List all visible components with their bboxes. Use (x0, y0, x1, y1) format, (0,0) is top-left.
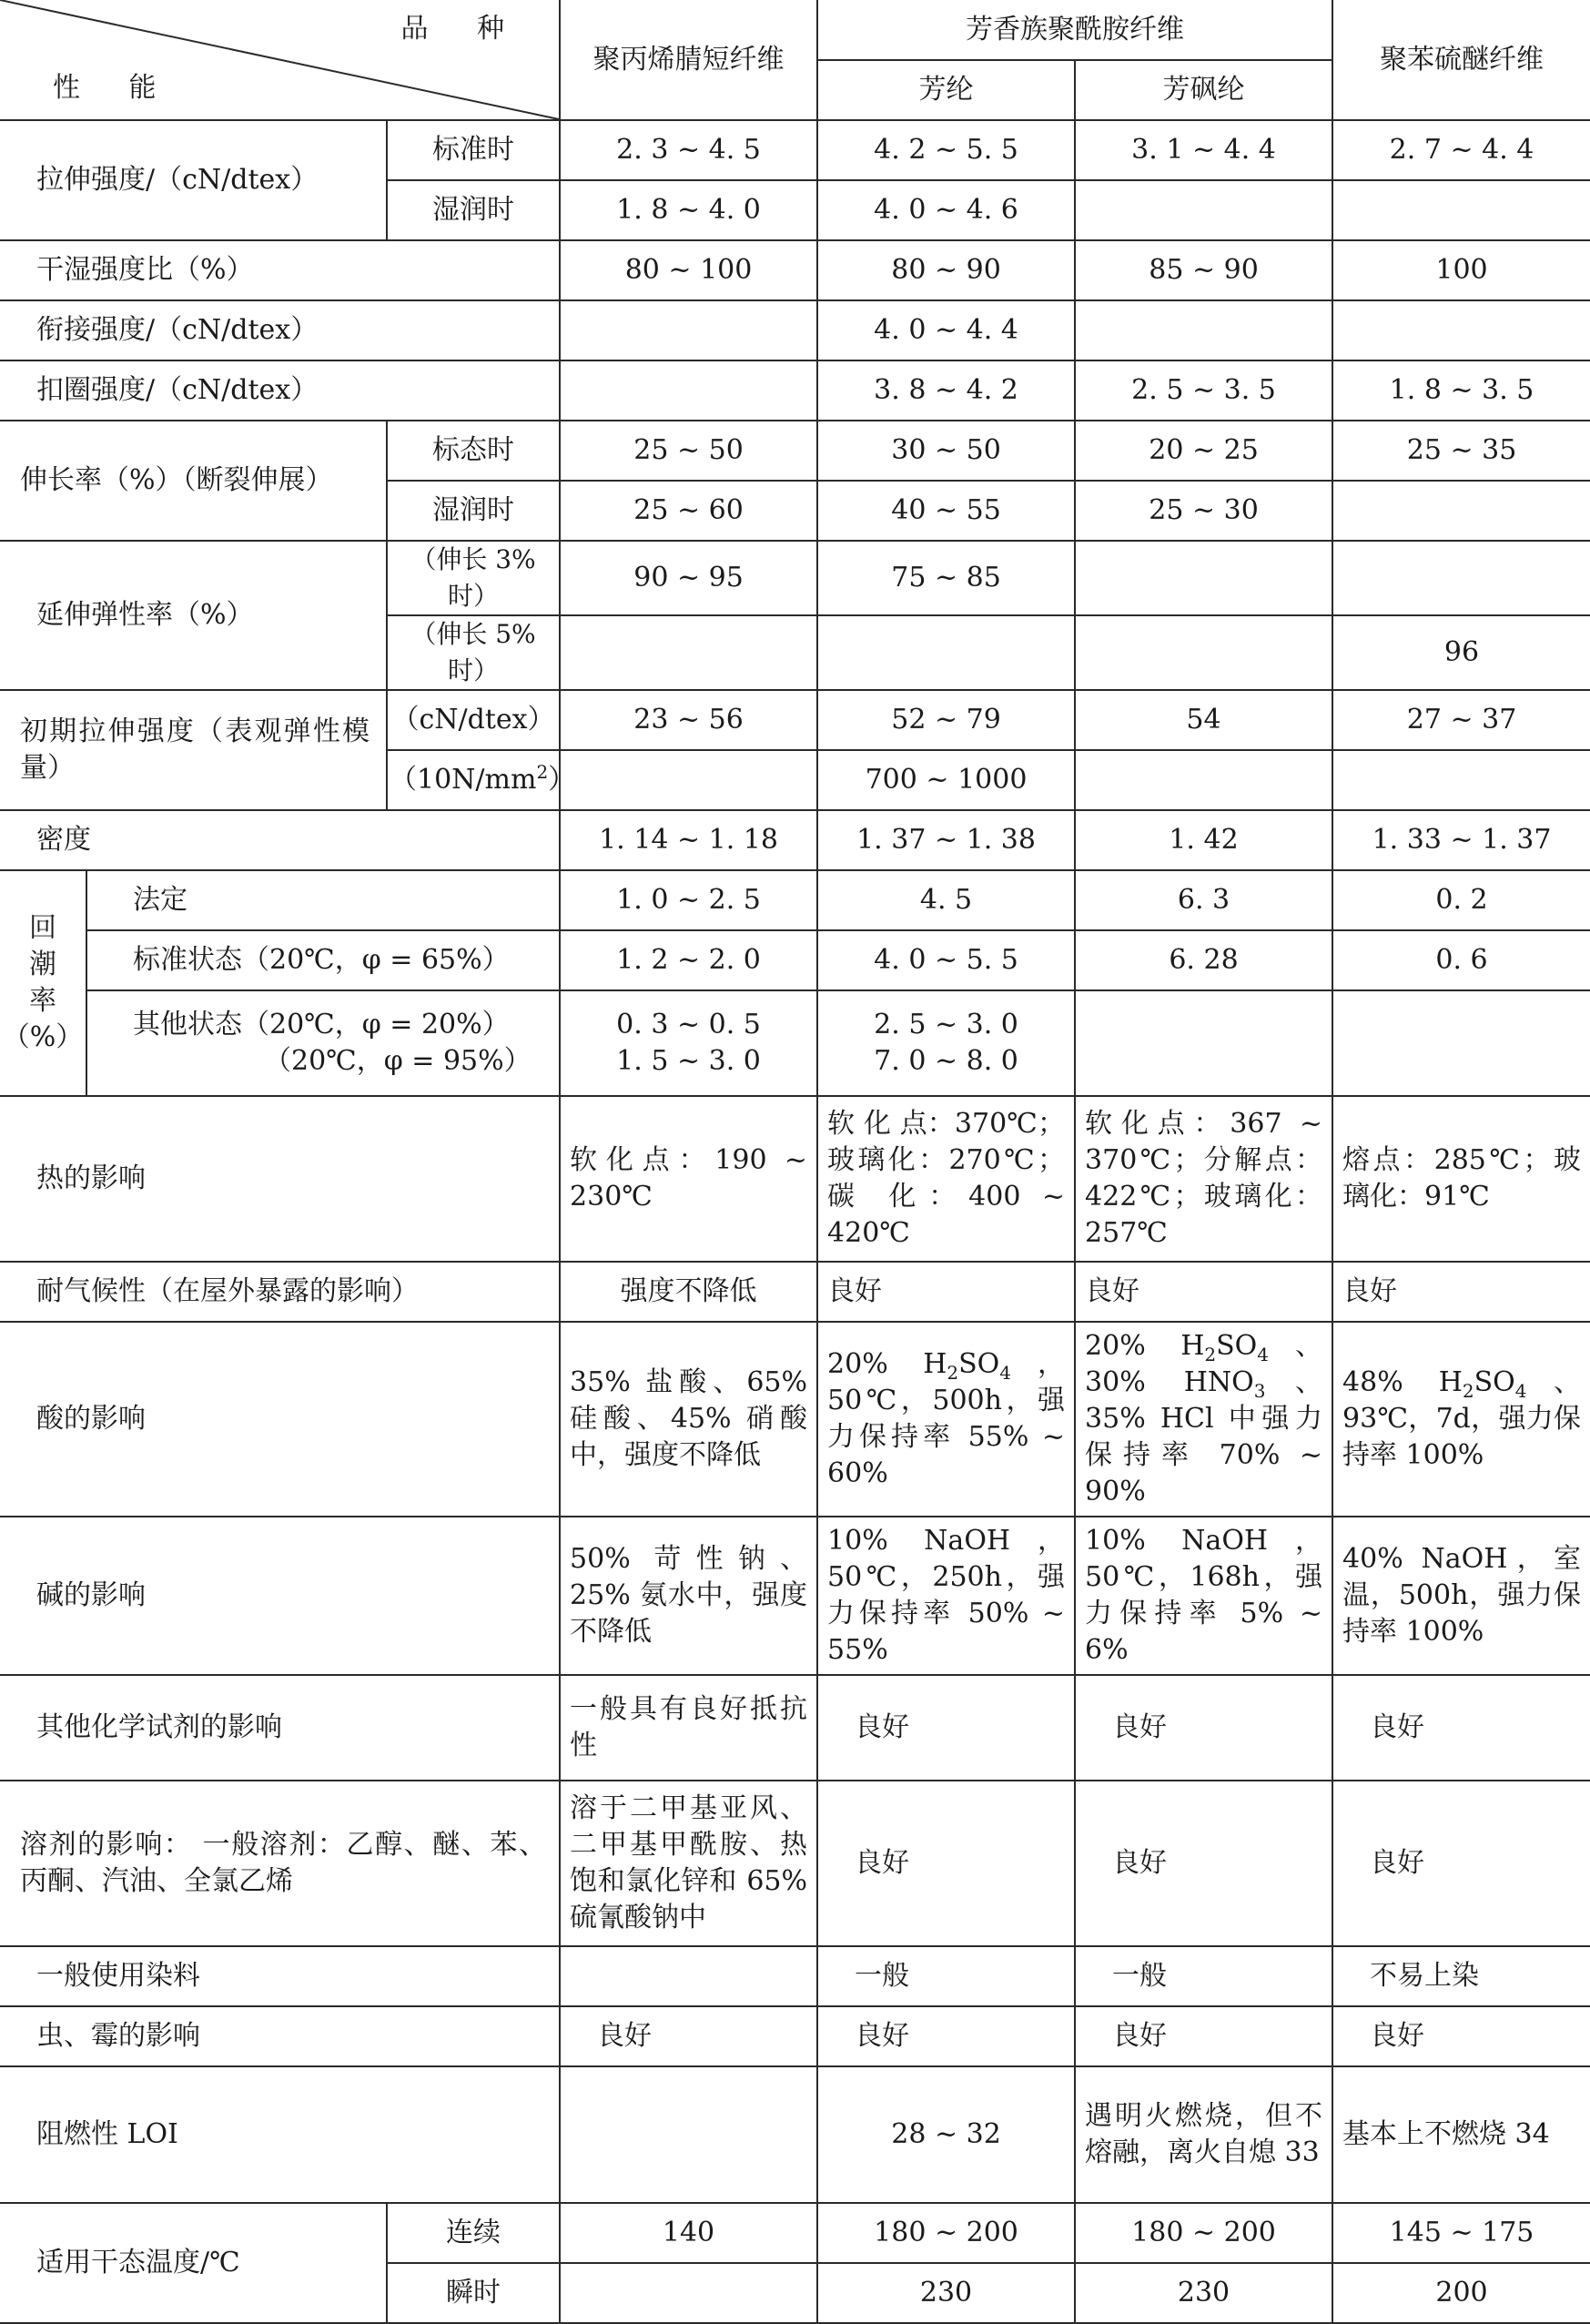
cell-aramid: 40 ~ 55 (817, 481, 1075, 541)
cell-pps (1332, 1322, 1590, 1517)
cell-psa (1075, 615, 1332, 690)
cell-pan: 25 ~ 50 (560, 421, 817, 481)
cell-pan: 90 ~ 95 (560, 541, 817, 615)
cell-aramid-line-1: 2. 5 ~ 3. 0 (874, 1009, 1018, 1040)
cell-pan: 一般具有良好抵抗性 (560, 1675, 817, 1781)
table-row (0, 990, 1590, 1096)
table-row (0, 1946, 1590, 2006)
cell-aramid: 30 ~ 50 (817, 421, 1075, 481)
header-pan: 聚丙烯腈短纤维 (560, 0, 817, 120)
insects-label: 虫、霉的影响 (0, 2006, 560, 2066)
regain-other-line-2: （20℃，φ = 95%） (264, 1045, 532, 1077)
row-sub-label: 法定 (86, 870, 560, 930)
cell-psa: 良好 (1075, 1675, 1332, 1781)
cell-pps: 1. 8 ~ 3. 5 (1332, 360, 1590, 421)
acid-aramid-text: ，50℃，500h，强力保持率 55% ~ 60% (827, 1348, 1066, 1489)
cell-psa: 遇明火燃烧，但不熔融，离火自熄 33 (1075, 2066, 1332, 2203)
row-sub-label: 标准时 (387, 120, 560, 180)
unit-text: （10N/mm (390, 764, 537, 796)
subscript: 2 (947, 1362, 959, 1384)
header-pps: 聚苯硫醚纤维 (1332, 0, 1590, 120)
cell-aramid: 4. 0 ~ 4. 4 (817, 300, 1075, 360)
row-sub-label: （伸长 3% 时） (387, 541, 560, 615)
table-row (0, 541, 1590, 615)
cell-psa (1075, 300, 1332, 360)
cell-psa: 3. 1 ~ 4. 4 (1075, 120, 1332, 180)
cell-aramid: 700 ~ 1000 (817, 750, 1075, 810)
cell-psa: 180 ~ 200 (1075, 2203, 1332, 2263)
cell-psa (1075, 1322, 1332, 1517)
cell-pan: 1. 2 ~ 2. 0 (560, 930, 817, 990)
cell-pps (1332, 180, 1590, 240)
cell-pps: 良好 (1332, 1262, 1590, 1322)
header-row-1 (0, 0, 1590, 60)
cell-aramid: 80 ~ 90 (817, 240, 1075, 300)
row-sub-label: 湿润时 (387, 481, 560, 541)
row-sub-label (86, 990, 560, 1096)
dry-wet-ratio-label: 干湿强度比（%） (0, 240, 560, 300)
table-row (0, 1675, 1590, 1781)
cell-pps: 1. 33 ~ 1. 37 (1332, 810, 1590, 870)
cell-pan (560, 615, 817, 690)
regain-label (0, 870, 86, 1096)
table-row (0, 240, 1590, 300)
cell-pps: 200 (1332, 2263, 1590, 2323)
cell-pps: 良好 (1332, 2006, 1590, 2066)
cell-aramid: 4. 0 ~ 5. 5 (817, 930, 1075, 990)
cell-pan: 140 (560, 2203, 817, 2263)
cell-aramid: 52 ~ 79 (817, 690, 1075, 750)
cell-pan: 溶于二甲基亚风、二甲基甲酰胺、热饱和氯化锌和 65% 硫氰酸钠中 (560, 1781, 817, 1946)
cell-psa: 良好 (1075, 2006, 1332, 2066)
cell-psa: 6. 3 (1075, 870, 1332, 930)
cell-pan (560, 300, 817, 360)
unit-superscript: 2 (536, 761, 549, 783)
cell-psa: 85 ~ 90 (1075, 240, 1332, 300)
cell-pps: 2. 7 ~ 4. 4 (1332, 120, 1590, 180)
cell-aramid: 良好 (817, 2006, 1075, 2066)
cell-psa: 良好 (1075, 1781, 1332, 1946)
tensile-label: 拉伸强度/（cN/dtex） (0, 120, 387, 240)
row-sub-label: （伸长 5% 时） (387, 615, 560, 690)
subscript: 2 (1204, 1344, 1217, 1365)
acid-label: 酸的影响 (0, 1322, 560, 1517)
regain-label-char: 率 (29, 985, 56, 1017)
table-row (0, 870, 1590, 930)
table-row (0, 300, 1590, 360)
cell-pps (1332, 481, 1590, 541)
cell-aramid: 3. 8 ~ 4. 2 (817, 360, 1075, 421)
cell-aramid: 良好 (817, 1262, 1075, 1322)
acid-pps-text: SO (1474, 1366, 1515, 1398)
cell-pan: 良好 (560, 2006, 817, 2066)
weather-label: 耐气候性（在屋外暴露的影响） (0, 1262, 560, 1322)
table-row (0, 690, 1590, 750)
regain-label-char: （%） (2, 1021, 84, 1053)
cell-aramid: 4. 5 (817, 870, 1075, 930)
cell-psa (1075, 541, 1332, 615)
elongation-label: 伸长率（%）（断裂伸展） (0, 421, 387, 541)
cell-pan: 软化点：190 ~ 230℃ (560, 1096, 817, 1262)
cell-pan: 1. 8 ~ 4. 0 (560, 180, 817, 240)
table-row (0, 930, 1590, 990)
cell-psa: 54 (1075, 690, 1332, 750)
initial-modulus-label: 初期拉伸强度（表观弹性模量） (0, 690, 387, 810)
table-row (0, 2006, 1590, 2066)
cell-pan-line-1: 0. 3 ~ 0. 5 (616, 1009, 761, 1040)
row-sub-label (387, 750, 576, 810)
subscript: 4 (1514, 1380, 1527, 1402)
cell-pps: 40% NaOH，室温，500h，强力保持率 100% (1332, 1517, 1590, 1675)
subscript: 2 (1462, 1380, 1474, 1402)
cell-aramid: 4. 2 ~ 5. 5 (817, 120, 1075, 180)
table-row (0, 421, 1590, 481)
cell-aramid: 10% NaOH，50℃，250h，强力保持率 50% ~ 55% (817, 1517, 1075, 1675)
cell-aramid: 良好 (817, 1675, 1075, 1781)
acid-psa-text: 、35% HCl 中强力保持率 70% ~ 90% (1085, 1366, 1323, 1507)
table-row (0, 1517, 1590, 1675)
table-row (0, 1781, 1590, 1946)
dyes-label: 一般使用染料 (0, 1946, 560, 2006)
cell-psa: 25 ~ 30 (1075, 481, 1332, 541)
cell-pps: 不易上染 (1332, 1946, 1590, 2006)
acid-psa-text: 20% H (1085, 1330, 1205, 1362)
cell-pan: 80 ~ 100 (560, 240, 817, 300)
cell-aramid: 软 化 点：370℃；玻璃化：270℃；碳 化：400 ~ 420℃ (817, 1096, 1075, 1262)
cell-psa (1075, 990, 1332, 1096)
cell-pps: 良好 (1332, 1781, 1590, 1946)
cell-aramid (817, 1322, 1075, 1517)
heat-label: 热的影响 (0, 1096, 560, 1262)
regain-label-char: 回 (29, 912, 56, 944)
acid-pps-text: 48% H (1342, 1366, 1463, 1398)
cell-psa: 2. 5 ~ 3. 5 (1075, 360, 1332, 421)
cell-pps: 96 (1332, 615, 1590, 690)
subscript: 3 (1253, 1380, 1266, 1402)
cell-psa: 20 ~ 25 (1075, 421, 1332, 481)
cell-pan: 50% 苛性钠、25% 氨水中，强度不降低 (560, 1517, 817, 1675)
density-label: 密度 (0, 810, 560, 870)
cell-psa: 一般 (1075, 1946, 1332, 2006)
acid-aramid-text: 20% H (827, 1348, 947, 1380)
cell-pan: 25 ~ 60 (560, 481, 817, 541)
cell-aramid (817, 990, 1075, 1096)
cell-pps: 25 ~ 35 (1332, 421, 1590, 481)
cell-pan: 强度不降低 (560, 1262, 817, 1322)
elastic-recovery-label: 延伸弹性率（%） (0, 541, 387, 690)
header-property-label: 性 能 (53, 72, 177, 104)
cell-aramid: 良好 (817, 1781, 1075, 1946)
cell-psa: 良好 (1075, 1262, 1332, 1322)
dry-temp-label: 适用干态温度/℃ (0, 2203, 387, 2323)
header-psa: 芳砜纶 (1075, 60, 1332, 120)
cell-pps (1332, 541, 1590, 615)
cell-pps: 0. 6 (1332, 930, 1590, 990)
cell-pan (560, 2066, 817, 2203)
cell-pan (560, 990, 817, 1096)
cell-aramid-line-2: 7. 0 ~ 8. 0 (874, 1045, 1018, 1077)
acid-psa-text: SO (1216, 1330, 1258, 1362)
acid-pps-text: 、93℃，7d，强力保持率 100% (1342, 1366, 1582, 1471)
cell-psa: 软化点：367 ~ 370℃；分解点：422℃；玻璃化：257℃ (1075, 1096, 1332, 1262)
cell-aramid (817, 615, 1075, 690)
table-row (0, 1262, 1590, 1322)
header-aramid-group: 芳香族聚酰胺纤维 (817, 0, 1332, 60)
table-row (0, 1322, 1590, 1517)
cell-pan (560, 1946, 817, 2006)
loop-strength-label: 扣圈强度/（cN/dtex） (0, 360, 560, 421)
cell-pan (560, 2263, 817, 2323)
cell-psa: 10% NaOH，50℃，168h，强力保持率 5% ~ 6% (1075, 1517, 1332, 1675)
cell-pps: 0. 2 (1332, 870, 1590, 930)
cell-aramid: 180 ~ 200 (817, 2203, 1075, 2263)
solvent-label: 溶剂的影响： 一般溶剂：乙醇、醚、苯、丙酮、汽油、全氯乙烯 (0, 1781, 560, 1946)
row-sub-label: 湿润时 (387, 180, 560, 240)
cell-aramid: 1. 37 ~ 1. 38 (817, 810, 1075, 870)
subscript: 4 (1257, 1344, 1270, 1365)
cell-psa (1075, 180, 1332, 240)
cell-aramid: 一般 (817, 1946, 1075, 2006)
table-row (0, 1096, 1590, 1262)
row-sub-label: 标准状态（20℃，φ = 65%） (86, 930, 560, 990)
cell-pan: 23 ~ 56 (560, 690, 817, 750)
cell-pps: 熔点：285℃；玻璃化：91℃ (1332, 1096, 1590, 1262)
cell-psa: 230 (1075, 2263, 1332, 2323)
regain-label-char: 潮 (29, 949, 56, 980)
cell-pan (560, 750, 817, 810)
alkali-label: 碱的影响 (0, 1517, 560, 1675)
subscript: 4 (999, 1362, 1012, 1384)
cell-aramid: 4. 0 ~ 4. 6 (817, 180, 1075, 240)
cell-pps: 145 ~ 175 (1332, 2203, 1590, 2263)
cell-pps (1332, 750, 1590, 810)
cell-pps: 良好 (1332, 1675, 1590, 1781)
cell-psa (1075, 750, 1332, 810)
row-sub-label: 连续 (387, 2203, 560, 2263)
table-row (0, 360, 1590, 421)
unit-text-close: ） (548, 764, 576, 796)
table-row (0, 2203, 1590, 2263)
row-sub-label: 标态时 (387, 421, 560, 481)
header-variety-label: 品 种 (400, 13, 525, 45)
cell-pan: 2. 3 ~ 4. 5 (560, 120, 817, 180)
cell-pan-line-2: 1. 5 ~ 3. 0 (616, 1045, 761, 1077)
cell-aramid: 230 (817, 2263, 1075, 2323)
cell-pps: 100 (1332, 240, 1590, 300)
cell-aramid: 75 ~ 85 (817, 541, 1075, 615)
row-sub-label: 瞬时 (387, 2263, 560, 2323)
cell-pps: 基本上不燃烧 34 (1332, 2066, 1590, 2203)
header-corner-cell (0, 0, 560, 120)
cell-pan (560, 360, 817, 421)
cell-pan: 1. 14 ~ 1. 18 (560, 810, 817, 870)
row-sub-label: （cN/dtex） (387, 690, 560, 750)
cell-pps: 27 ~ 37 (1332, 690, 1590, 750)
table-row (0, 120, 1590, 180)
cell-pps (1332, 990, 1590, 1096)
cell-pan: 1. 0 ~ 2. 5 (560, 870, 817, 930)
flame-label: 阻燃性 LOI (0, 2066, 560, 2203)
chemicals-label: 其他化学试剂的影响 (0, 1675, 560, 1781)
cell-pps (1332, 300, 1590, 360)
cell-psa: 6. 28 (1075, 930, 1332, 990)
cell-pan: 35% 盐酸、65% 硅酸、45% 硝酸中，强度不降低 (560, 1322, 817, 1517)
acid-psa-text: 、30% HNO (1085, 1330, 1323, 1398)
joint-strength-label: 衔接强度/（cN/dtex） (0, 300, 560, 360)
cell-aramid: 28 ~ 32 (817, 2066, 1075, 2203)
cell-psa: 1. 42 (1075, 810, 1332, 870)
regain-other-line-1: 其他状态（20℃，φ = 20%） (133, 1009, 510, 1040)
header-aramid: 芳纶 (817, 60, 1075, 120)
table-row (0, 2066, 1590, 2203)
table-row (0, 810, 1590, 870)
acid-aramid-text: SO (958, 1348, 1000, 1380)
